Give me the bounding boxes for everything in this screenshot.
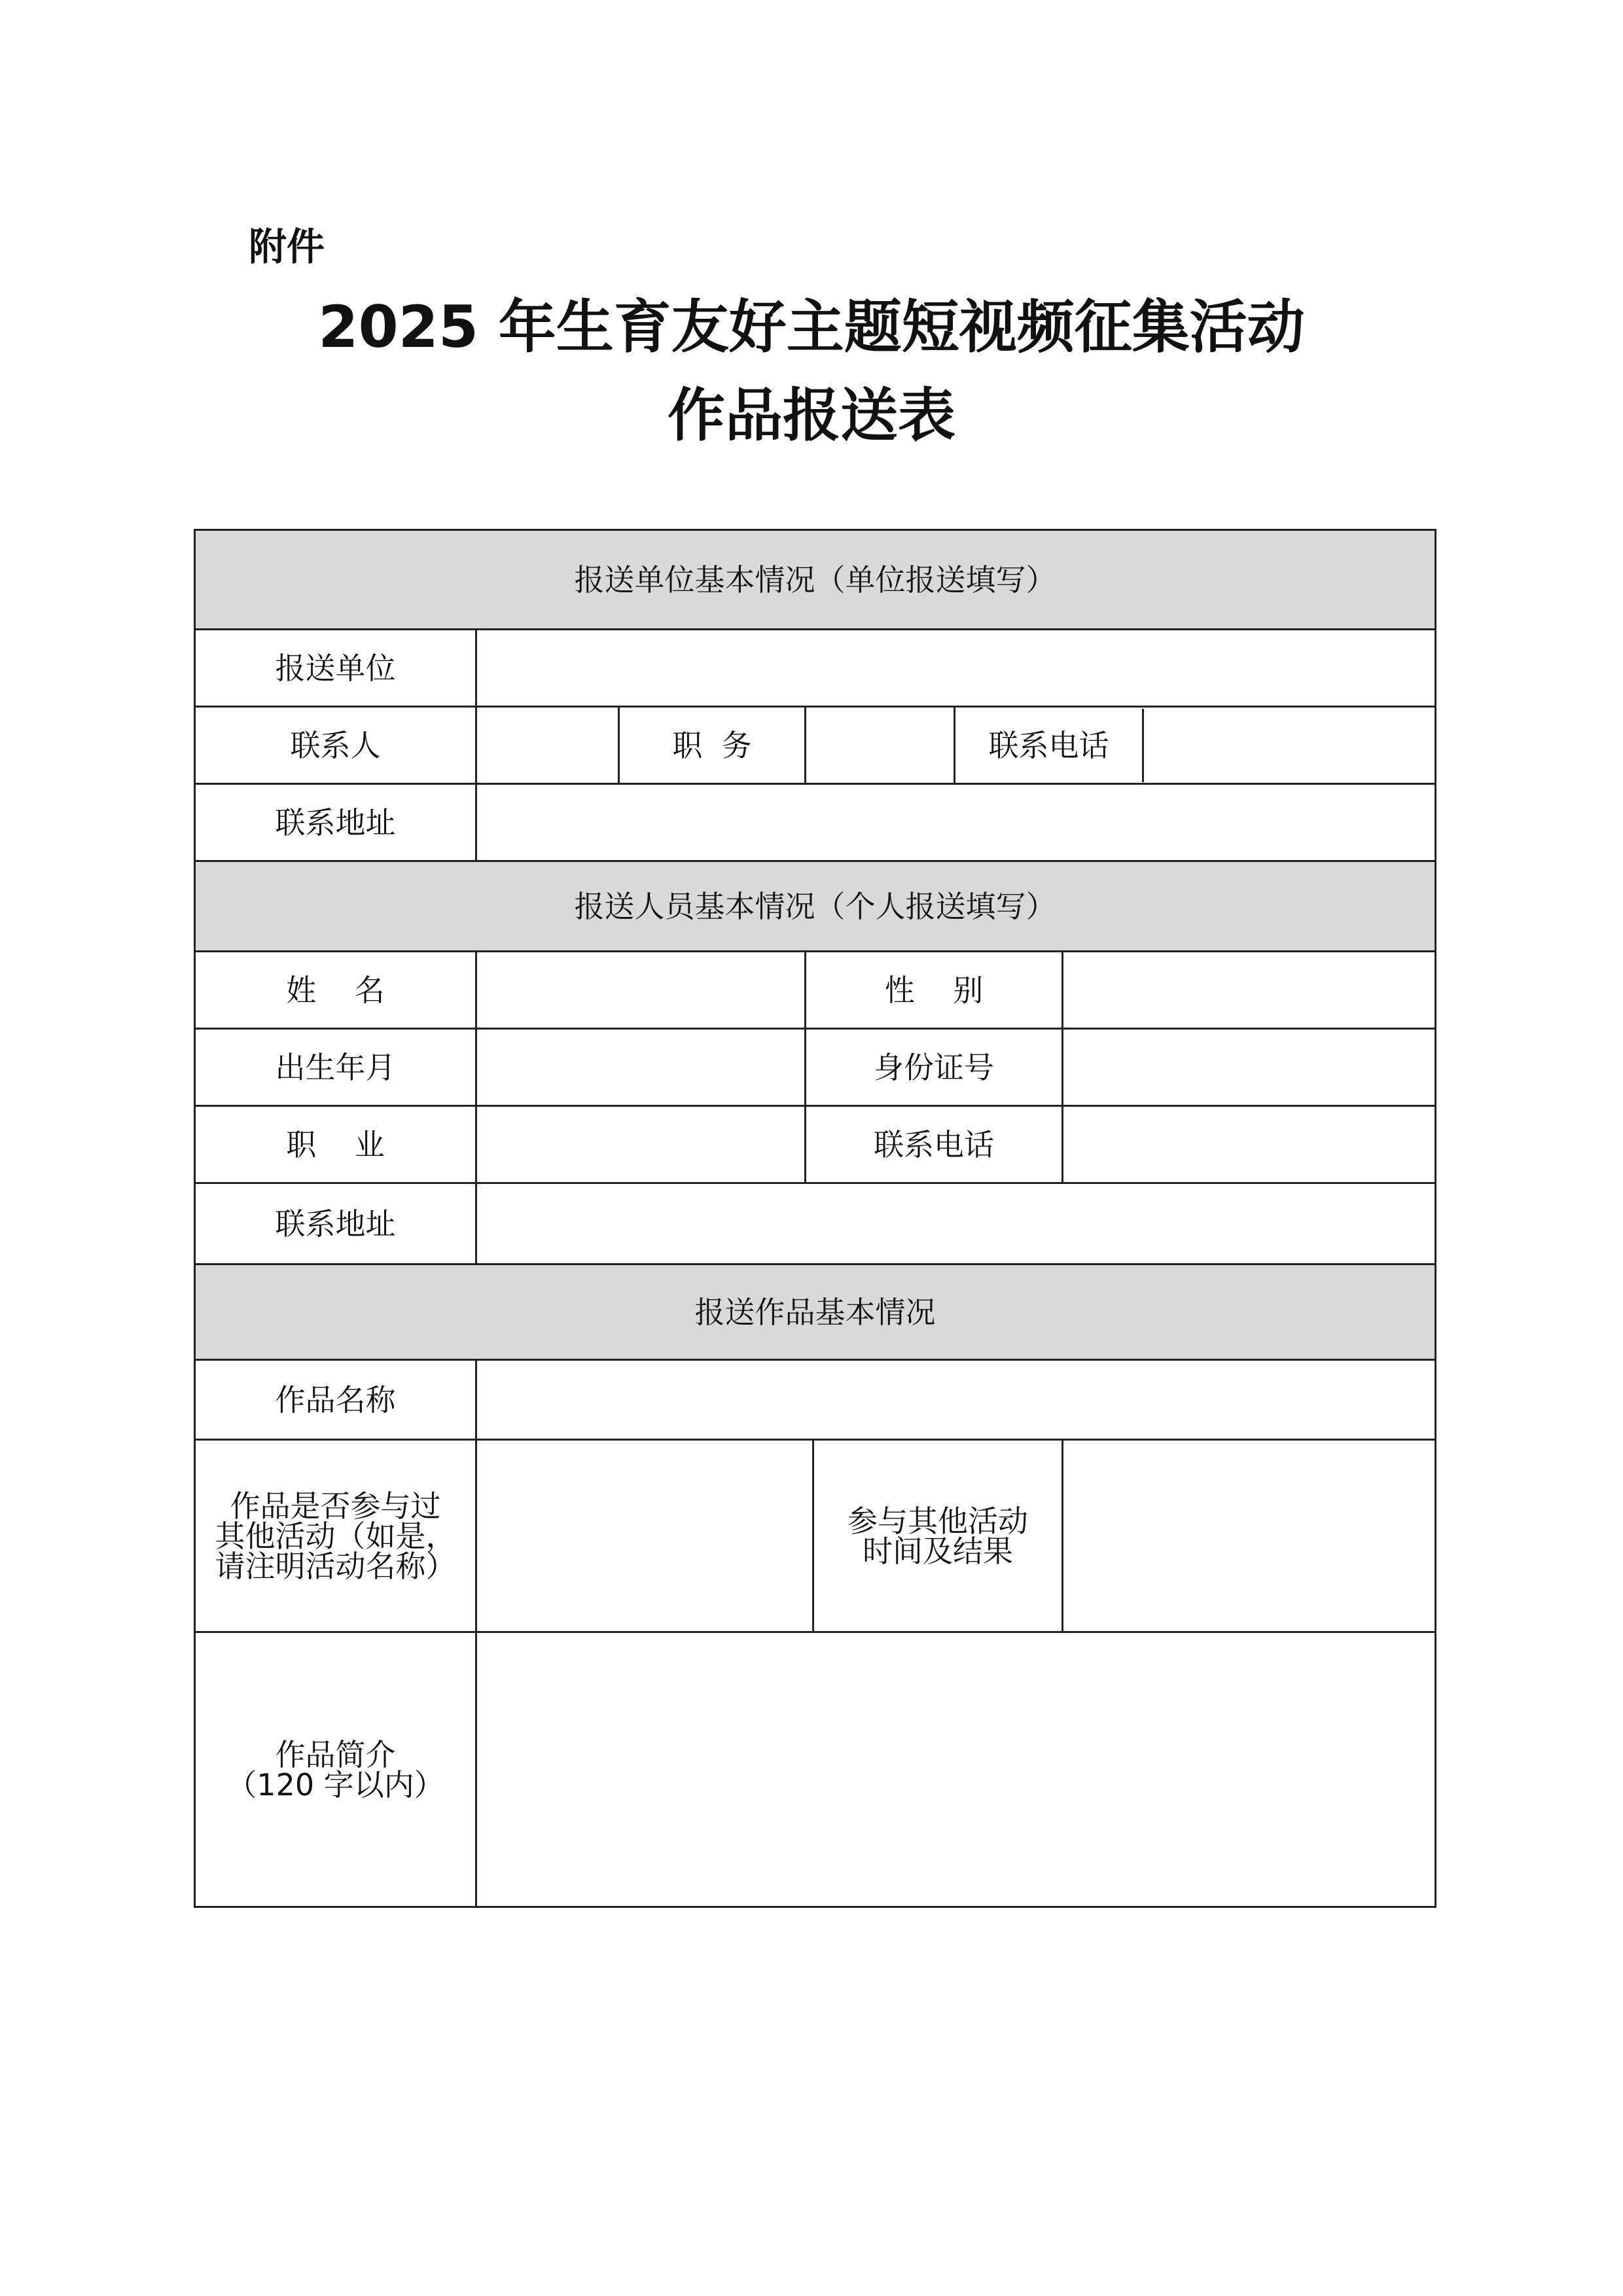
unit-address-field[interactable] [476, 784, 1436, 861]
unit-contact-label: 联系人 [195, 707, 476, 784]
person-birth-label: 出生年月 [195, 1029, 476, 1106]
submission-form-table [194, 529, 1436, 1908]
unit-phone-field[interactable] [1144, 709, 1435, 782]
unit-section-heading: 报送单位基本情况（单位报送填写） [195, 530, 1436, 630]
person-id-field[interactable] [1063, 1029, 1436, 1106]
unit-name-label: 报送单位 [195, 630, 476, 707]
work-other-result-field[interactable] [1063, 1440, 1436, 1632]
unit-contact-field[interactable] [476, 707, 619, 784]
unit-position-label: 职 务 [619, 707, 806, 784]
unit-phone-label: 联系电话 [955, 709, 1144, 782]
work-name-label: 作品名称 [195, 1360, 476, 1440]
work-other-activity-field[interactable] [476, 1440, 813, 1632]
person-birth-field[interactable] [476, 1029, 806, 1106]
person-phone-label: 联系电话 [806, 1106, 1063, 1183]
work-other-result-label: 参与其他活动 时间及结果 [813, 1440, 1063, 1632]
person-section-heading: 报送人员基本情况（个人报送填写） [195, 861, 1436, 952]
person-id-label: 身份证号 [806, 1029, 1063, 1106]
attachment-label: 附件 [249, 224, 325, 269]
person-name-label: 姓 名 [195, 952, 476, 1029]
unit-address-label: 联系地址 [195, 784, 476, 861]
unit-name-field[interactable] [476, 630, 1436, 707]
unit-position-field[interactable] [806, 707, 955, 784]
work-intro-field[interactable] [476, 1632, 1436, 1907]
person-name-field[interactable] [476, 952, 806, 1029]
person-gender-field[interactable] [1063, 952, 1436, 1029]
person-occupation-label: 职 业 [195, 1106, 476, 1183]
work-name-field[interactable] [476, 1360, 1436, 1440]
person-address-label: 联系地址 [195, 1183, 476, 1265]
work-intro-label: 作品简介 （120 字以内） [195, 1632, 476, 1907]
work-section-heading: 报送作品基本情况 [195, 1265, 1436, 1360]
person-phone-field[interactable] [1063, 1106, 1436, 1183]
work-other-activity-label: 作品是否参与过 其他活动（如是， 请注明活动名称） [195, 1440, 476, 1632]
document-title: 2025 年生育友好主题短视频征集活动 [318, 293, 1305, 361]
person-occupation-field[interactable] [476, 1106, 806, 1183]
document-subtitle: 作品报送表 [667, 382, 955, 449]
person-address-field[interactable] [476, 1183, 1436, 1265]
person-gender-label: 性 别 [806, 952, 1063, 1029]
